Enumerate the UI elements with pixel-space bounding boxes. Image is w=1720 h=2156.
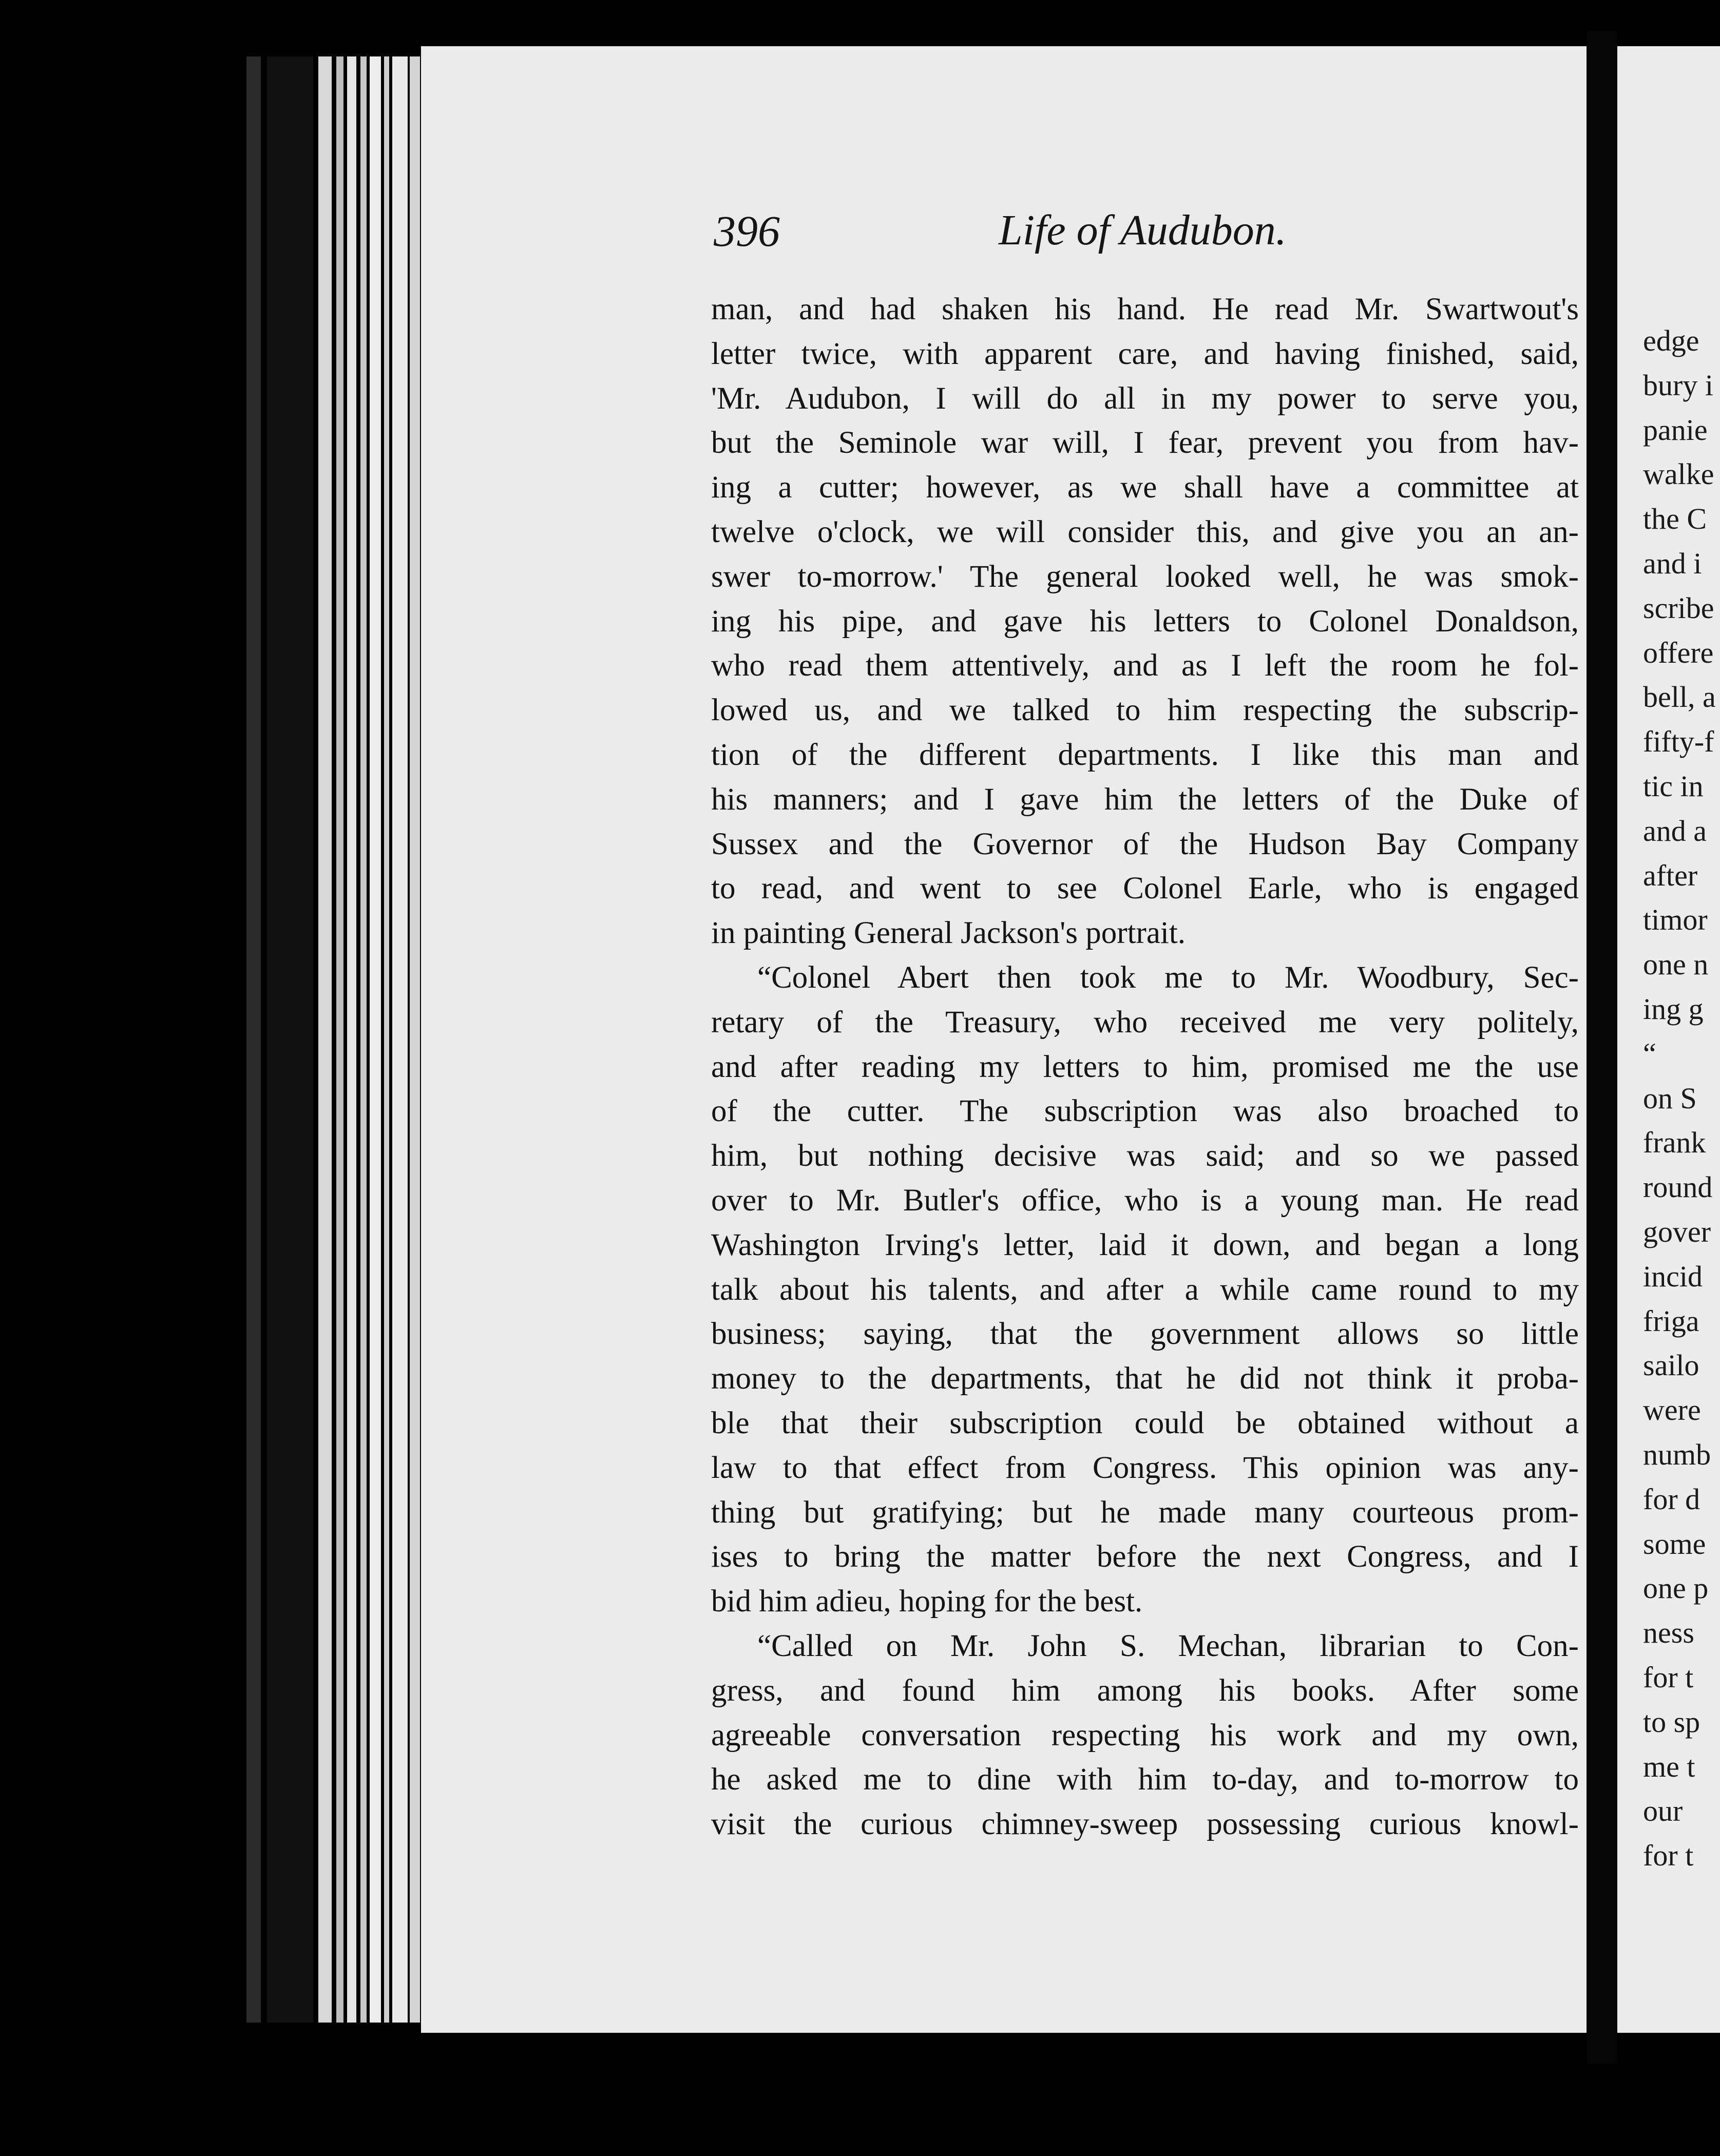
paragraph (711, 287, 1579, 956)
facing-page-fragment: tic in (1643, 769, 1704, 803)
text-line: “Called on Mr. John S. Mechan, librarian to Con- (757, 1628, 1579, 1663)
facing-page-fragment: to sp (1643, 1705, 1700, 1739)
text-line: ble that their subscription could be obtained without a (711, 1406, 1579, 1440)
facing-page-fragment: and a (1643, 814, 1707, 848)
text-line: business; saying, that the government allows so little (711, 1317, 1579, 1352)
text-line: Sussex and the Governor of the Hudson Bay Company (711, 826, 1579, 861)
page-number: 396 (714, 206, 780, 256)
text-line: Washington Irving's letter, laid it down, and began a long (711, 1227, 1579, 1262)
facing-page-fragment: ness (1643, 1616, 1694, 1650)
text-line: tion of the different departments. I like this man and (711, 737, 1579, 772)
facing-page-fragment: “ (1643, 1036, 1656, 1070)
paragraph (711, 1624, 1579, 1847)
text-line: ises to bring the matter before the next Congress, and I (711, 1539, 1579, 1574)
text-line: letter twice, with apparent care, and having finished, said, (711, 336, 1579, 371)
facing-page-fragment: for t (1643, 1839, 1694, 1873)
text-line: agreeable conversation respecting his work and my own, (711, 1718, 1579, 1753)
text-line: lowed us, and we talked to him respecting the subscrip- (711, 693, 1579, 728)
facing-page-fragment: walke (1643, 457, 1714, 491)
text-line: twelve o'clock, we will consider this, and give you an an- (711, 514, 1579, 549)
text-line: gress, and found him among his books. After some (711, 1673, 1579, 1708)
facing-page-fragment: panie (1643, 413, 1708, 447)
facing-page-fragment: for t (1643, 1661, 1694, 1694)
text-line: and after reading my letters to him, promised me the use (711, 1049, 1579, 1084)
facing-page-fragment: numb (1643, 1438, 1711, 1471)
book-gutter (1587, 31, 1617, 2064)
text-line: man, and had shaken his hand. He read Mr. Swartwout's (711, 292, 1579, 326)
text-line: thing but gratifying; but he made many courteous prom- (711, 1495, 1579, 1530)
facing-page-fragment: after (1643, 858, 1698, 892)
facing-page-fragment: incid (1643, 1259, 1703, 1293)
text-line: of the cutter. The subscription was also broached to (711, 1094, 1579, 1129)
text-line: “Colonel Abert then took me to Mr. Woodbury, Sec- (757, 960, 1579, 995)
facing-page-fragment: frank (1643, 1126, 1706, 1160)
page-stack-edges (246, 56, 421, 2023)
text-line: money to the departments, that he did not think it proba- (711, 1361, 1579, 1396)
facing-page-fragment: gover (1643, 1215, 1711, 1248)
text-line: ing his pipe, and gave his letters to Colonel Donaldson, (711, 604, 1579, 639)
text-line: talk about his talents, and after a while came round to my (711, 1272, 1579, 1307)
facing-page-fragment: bury i (1643, 368, 1713, 402)
facing-page-fragment: were (1643, 1393, 1701, 1427)
facing-page-fragment: on S (1643, 1081, 1697, 1115)
text-line: in painting General Jackson's portrait. (711, 916, 1186, 951)
facing-page-fragment: some (1643, 1527, 1706, 1561)
facing-page-fragment: round (1643, 1170, 1713, 1204)
text-line: bid him adieu, hoping for the best. (711, 1584, 1143, 1619)
text-line: swer to-morrow.' The general looked well, he was smok- (711, 559, 1579, 594)
body-text (711, 287, 1579, 1847)
facing-page-fragment: the C (1643, 502, 1707, 536)
facing-page-fragment: fifty-f (1643, 725, 1714, 759)
facing-page-fragment: our (1643, 1794, 1683, 1828)
text-line: he asked me to dine with him to-day, and to-morrow to (711, 1762, 1579, 1797)
text-line: him, but nothing decisive was said; and so we passed (711, 1139, 1579, 1173)
facing-page-fragment: for d (1643, 1482, 1700, 1516)
facing-page-fragment: friga (1643, 1304, 1699, 1338)
facing-page-fragment: bell, a (1643, 680, 1716, 714)
facing-page-fragment: one p (1643, 1571, 1709, 1605)
text-line: but the Seminole war will, I fear, prevent you from hav- (711, 426, 1579, 460)
text-line: who read them attentively, and as I left the room he fol- (711, 648, 1579, 683)
facing-page-fragment: edge (1643, 324, 1699, 357)
facing-page-fragment: scribe (1643, 591, 1714, 625)
text-line: ing a cutter; however, as we shall have a committee at (711, 470, 1579, 505)
facing-page-fragment: sailo (1643, 1349, 1699, 1382)
facing-page-fragment: timor (1643, 903, 1708, 937)
facing-page-fragment: ing g (1643, 992, 1704, 1026)
running-head (714, 205, 1581, 262)
facing-page (1617, 46, 1720, 2033)
running-title: Life of Audubon. (999, 206, 1287, 254)
text-line: visit the curious chimney-sweep possessing curious knowl- (711, 1807, 1579, 1842)
text-line: over to Mr. Butler's office, who is a young man. He read (711, 1183, 1579, 1218)
text-line: law to that effect from Congress. This opinion was any- (711, 1450, 1579, 1485)
facing-page-fragment: me t (1643, 1749, 1695, 1783)
text-line: retary of the Treasury, who received me very politely, (711, 1005, 1579, 1040)
text-line: 'Mr. Audubon, I will do all in my power to serve you, (711, 381, 1579, 416)
facing-page-fragment: offere (1643, 636, 1714, 669)
text-line: his manners; and I gave him the letters of the Duke of (711, 782, 1579, 817)
text-line: to read, and went to see Colonel Earle, who is engaged (711, 871, 1579, 906)
paragraph (711, 956, 1579, 1624)
facing-page-fragment: one n (1643, 948, 1709, 981)
facing-page-fragment: and i (1643, 547, 1702, 580)
